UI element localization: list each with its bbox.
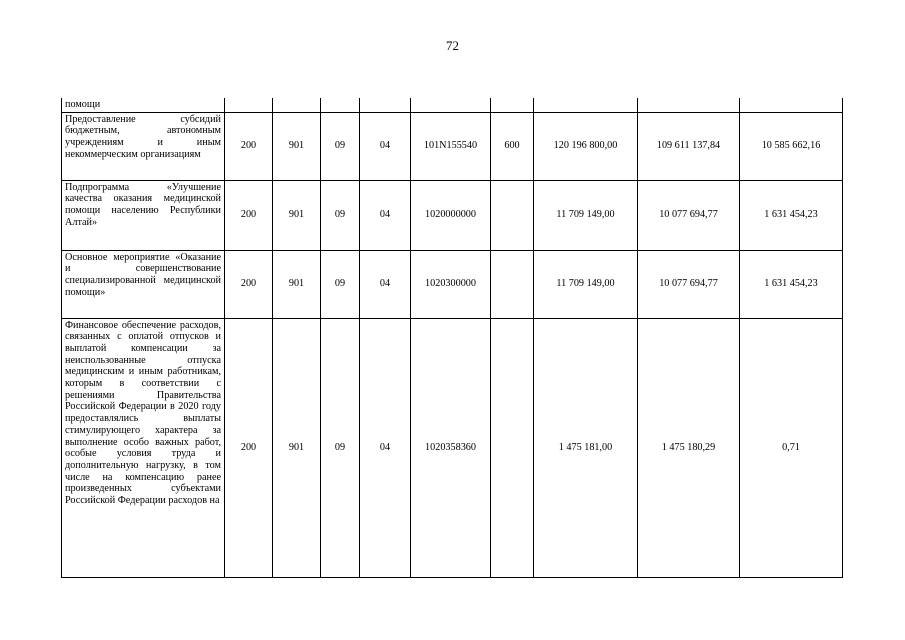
cell-admin: 200	[225, 318, 273, 577]
cell-remainder	[638, 98, 740, 112]
cell-target: 04	[360, 318, 411, 577]
cell-remainder: 10 077 694,77	[638, 250, 740, 318]
table-row	[62, 112, 843, 180]
budget-table	[61, 98, 843, 578]
row-description: Предоставление субсидий бюджетным, автономным учреждениям и иным некоммерческим организациям	[62, 112, 225, 180]
cell-executed: 1 475 181,00	[534, 318, 638, 577]
cell-admin	[225, 98, 273, 112]
table-row	[62, 98, 843, 112]
cell-target: 04	[360, 112, 411, 180]
cell-plan: 600	[491, 112, 534, 180]
cell-executed: 11 709 149,00	[534, 180, 638, 250]
cell-kind: 101N155540	[411, 112, 491, 180]
cell-extra: 0,71	[740, 318, 843, 577]
cell-plan	[491, 318, 534, 577]
cell-extra	[740, 98, 843, 112]
table-row	[62, 250, 843, 318]
cell-subsection: 09	[321, 180, 360, 250]
cell-remainder: 109 611 137,84	[638, 112, 740, 180]
cell-section: 901	[273, 318, 321, 577]
cell-plan	[491, 250, 534, 318]
cell-admin: 200	[225, 180, 273, 250]
cell-admin: 200	[225, 250, 273, 318]
cell-subsection: 09	[321, 112, 360, 180]
cell-subsection: 09	[321, 250, 360, 318]
row-description: помощи	[62, 98, 225, 112]
cell-extra: 10 585 662,16	[740, 112, 843, 180]
cell-extra: 1 631 454,23	[740, 250, 843, 318]
cell-kind: 1020300000	[411, 250, 491, 318]
cell-extra: 1 631 454,23	[740, 180, 843, 250]
cell-section	[273, 98, 321, 112]
cell-subsection: 09	[321, 318, 360, 577]
cell-kind: 1020000000	[411, 180, 491, 250]
cell-target	[360, 98, 411, 112]
cell-subsection	[321, 98, 360, 112]
row-description: Подпрограмма «Улучшение качества оказания медицинской помощи населению Республики Алтай»	[62, 180, 225, 250]
cell-admin: 200	[225, 112, 273, 180]
cell-section: 901	[273, 112, 321, 180]
page-number: 72	[446, 38, 459, 53]
row-description: Основное мероприятие «Оказание и совершенствование специализированной медицинской помощи»	[62, 250, 225, 318]
cell-executed: 120 196 800,00	[534, 112, 638, 180]
row-description: Финансовое обеспечение расходов, связанных с оплатой отпусков и выплатой компенсации за неиспользованные отпуска медицинским и иным работникам, которым в соответствии с решениями Правительства Российской Федерации в 2020 году предоставлялись выплаты стимулирующего характера за выполнение особо важных работ, особые условия труда и дополнительную нагрузку, в том числе на компенсацию ранее произведенных субъектами Российской Федерации расходов на	[62, 318, 225, 577]
cell-plan	[491, 180, 534, 250]
cell-section: 901	[273, 180, 321, 250]
cell-kind: 1020358360	[411, 318, 491, 577]
cell-executed	[534, 98, 638, 112]
cell-executed: 11 709 149,00	[534, 250, 638, 318]
cell-target: 04	[360, 180, 411, 250]
table-row	[62, 180, 843, 250]
cell-kind	[411, 98, 491, 112]
table-row	[62, 318, 843, 577]
cell-remainder: 10 077 694,77	[638, 180, 740, 250]
cell-plan	[491, 98, 534, 112]
cell-remainder: 1 475 180,29	[638, 318, 740, 577]
cell-target: 04	[360, 250, 411, 318]
cell-section: 901	[273, 250, 321, 318]
